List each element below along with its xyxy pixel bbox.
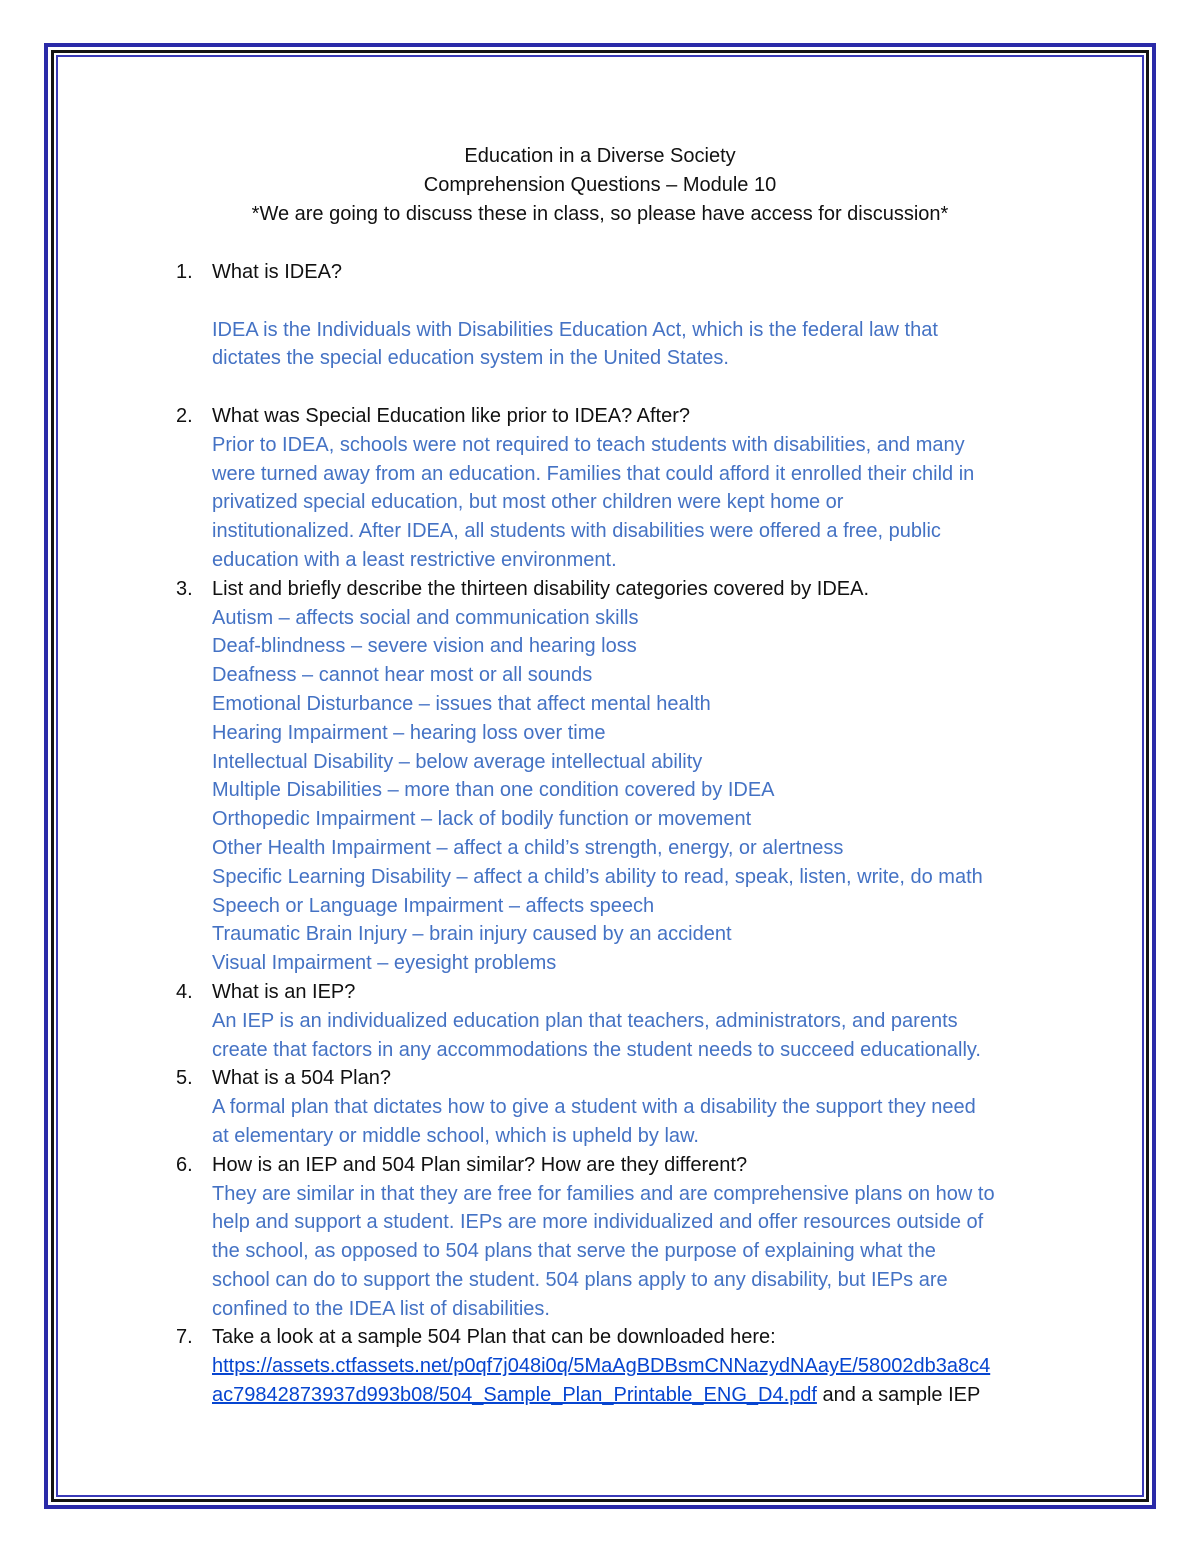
- question-number: 6.: [176, 1153, 193, 1176]
- question-item-6: [172, 1151, 1072, 1324]
- question-number: 4.: [176, 980, 193, 1003]
- question-text: How is an IEP and 504 Plan similar? How are they different?: [212, 1153, 748, 1176]
- disability-category: Multiple Disabilities – more than one condition covered by IDEA: [212, 779, 775, 802]
- document-header: [100, 142, 1100, 229]
- disability-category: Speech or Language Impairment – affects speech: [212, 894, 655, 917]
- answer-line: at elementary or middle school, which is upheld by law.: [212, 1124, 699, 1147]
- question-number: 7.: [176, 1326, 193, 1349]
- disability-category: Other Health Impairment – affect a child’s strength, energy, or alertness: [212, 836, 844, 859]
- question-item-1: [172, 258, 1072, 402]
- question-item-7: [172, 1323, 1072, 1409]
- answer-line: institutionalized. After IDEA, all students with disabilities were offered a free, public: [212, 520, 941, 543]
- disability-category: Deaf-blindness – severe vision and hearing loss: [212, 635, 637, 658]
- answer-line: help and support a student. IEPs are more individualized and offer resources outside of: [212, 1211, 984, 1234]
- question-item-3: [172, 575, 1072, 978]
- question-text: List and briefly describe the thirteen disability categories covered by IDEA.: [212, 577, 870, 600]
- question-number: 3.: [176, 577, 193, 600]
- answer-line: confined to the IDEA list of disabilities.: [212, 1297, 550, 1320]
- answer-line: education with a least restrictive environment.: [212, 548, 617, 571]
- answer-block: [212, 316, 1072, 374]
- disability-category: Hearing Impairment – hearing loss over time: [212, 721, 606, 744]
- question-item-4: [172, 978, 1072, 1064]
- question-text: Take a look at a sample 504 Plan that can be downloaded here:: [212, 1326, 776, 1349]
- disability-category: Emotional Disturbance – issues that affect mental health: [212, 692, 711, 715]
- answer-block: [212, 1007, 1072, 1065]
- answer-block: [212, 431, 1072, 575]
- question-item-2: [172, 402, 1072, 575]
- answer-line: school can do to support the student. 504 plans apply to any disability, but IEPs are: [212, 1268, 948, 1291]
- document-title: Education in a Diverse Society: [464, 145, 736, 167]
- answer-line: the school, as opposed to 504 plans that serve the purpose of explaining what the: [212, 1240, 936, 1263]
- disability-category: Autism – affects social and communication skills: [212, 606, 639, 629]
- answer-line: privatized special education, but most other children were kept home or: [212, 491, 844, 514]
- document-note: *We are going to discuss these in class, so please have access for discussion*: [251, 203, 949, 225]
- sample-504-plan-link[interactable]: https://assets.ctfassets.net/p0qf7j048i0q/5MaAgBDBsmCNNazydNAayE/58002db3a8c4: [212, 1355, 991, 1378]
- answer-line: create that factors in any accommodations the student needs to succeed educationally.: [212, 1038, 981, 1061]
- disability-category: Visual Impairment – eyesight problems: [212, 952, 557, 975]
- question-text: What is a 504 Plan?: [212, 1067, 391, 1090]
- disability-category: Intellectual Disability – below average intellectual ability: [212, 750, 703, 773]
- answer-line: Prior to IDEA, schools were not required to teach students with disabilities, and many: [212, 433, 965, 456]
- disability-category: Deafness – cannot hear most or all sounds: [212, 664, 593, 687]
- sample-504-plan-link-continued[interactable]: ac79842873937d993b08/504_Sample_Plan_Printable_ENG_D4.pdf: [212, 1384, 817, 1407]
- disability-category: Orthopedic Impairment – lack of bodily function or movement: [212, 808, 752, 831]
- answer-block: [212, 1180, 1072, 1324]
- question-text: What was Special Education like prior to IDEA? After?: [212, 404, 691, 427]
- question-number: 5.: [176, 1067, 193, 1090]
- disability-category-list: [212, 604, 1072, 978]
- question-text: What is IDEA?: [212, 261, 343, 283]
- answer-block: [212, 1093, 1072, 1151]
- question-number: 1.: [176, 261, 193, 283]
- question-item-5: [172, 1064, 1072, 1150]
- answer-line: They are similar in that they are free for families and are comprehensive plans on how to: [212, 1182, 995, 1205]
- answer-line: An IEP is an individualized education plan that teachers, administrators, and parents: [212, 1009, 958, 1032]
- answer-line: A formal plan that dictates how to give a student with a disability the support they need: [212, 1096, 976, 1119]
- document-subtitle: Comprehension Questions – Module 10: [423, 174, 777, 196]
- disability-category: Traumatic Brain Injury – brain injury caused by an accident: [212, 923, 732, 946]
- answer-line: were turned away from an education. Families that could afford it enrolled their child in: [212, 462, 975, 485]
- answer-line: IDEA is the Individuals with Disabilities Education Act, which is the federal law that: [212, 318, 938, 341]
- sample-iep-text: and a sample IEP: [816, 1384, 981, 1407]
- question-number: 2.: [176, 404, 193, 427]
- question-text: What is an IEP?: [212, 980, 356, 1003]
- disability-category: Specific Learning Disability – affect a child’s ability to read, speak, listen, write, do math: [212, 865, 983, 888]
- answer-line: dictates the special education system in the United States.: [212, 347, 729, 370]
- question-list: [172, 258, 1072, 1410]
